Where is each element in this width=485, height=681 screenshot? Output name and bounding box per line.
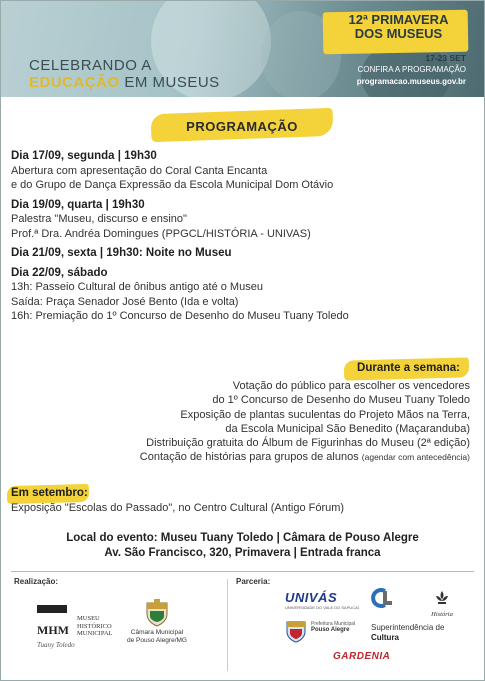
day-heading: Dia 19/09, quarta | 19h30 <box>11 198 145 211</box>
day-line: Palestra "Museu, discurso e ensino" <box>11 213 187 225</box>
day-line: Saída: Praça Senador José Bento (Ida e volta) <box>11 295 239 308</box>
ppgcl-logo <box>371 587 393 614</box>
univas-logo-text: UNIVÁS <box>285 590 338 605</box>
super-line-bold: Cultura <box>371 632 399 642</box>
banner-slogan <box>29 57 220 91</box>
camara-logo <box>123 599 191 645</box>
super-line: Superintendência de <box>371 623 445 632</box>
durante-line: da Escola Municipal São Benedito (Maçaranduba) <box>225 422 470 435</box>
durante-line: Distribuição gratuita do Álbum de Figurinhas do Museu (2ª edição) <box>146 437 470 450</box>
prefeitura-line: Prefeitura Municipal <box>311 621 356 627</box>
day-line: Prof.ª Dra. Andréa Domingues (PPGCL/HISTÓRIA - UNIVAS) <box>11 227 311 240</box>
durante-line: Exposição de plantas suculentas do Projeto Mãos na Terra, <box>180 408 470 421</box>
location-line2: Av. São Francisco, 320, Primavera | Entrada franca <box>104 547 381 559</box>
event-title-line1: 12ª PRIMAVERA <box>348 12 449 27</box>
mhm-text-line: MUSEU <box>77 615 100 622</box>
day-line: 13h: Passeio Cultural de ônibus antigo até o Museu <box>11 281 263 293</box>
univas-logo <box>285 590 359 610</box>
day-line: Abertura com apresentação do Coral Canta Encanta <box>11 164 268 177</box>
superintendencia-logo <box>371 623 444 642</box>
slogan-line1: CELEBRANDO A <box>29 57 152 74</box>
event-title-line2: DOS MUSEUS <box>354 26 443 41</box>
parceria-label: Parceria: <box>236 577 271 586</box>
durante-list <box>10 379 470 465</box>
durante-line-note: (agendar com antecedência) <box>361 452 470 463</box>
univas-logo-subtext: UNIVERSIDADE DO VALE DO SAPUCAÍ <box>285 605 359 610</box>
cl-logo-icon <box>371 587 393 609</box>
gardenia-text: GARDENIA <box>333 651 391 662</box>
schedule-day <box>11 246 476 261</box>
durante-line: Votação do público para escolher os vencedores <box>232 380 470 392</box>
mhm-signature: Tuany Toledo <box>37 641 75 649</box>
footer-divider <box>11 571 474 572</box>
slogan-highlight: EDUCAÇÃO <box>29 74 120 91</box>
slogan-rest: EM MUSEUS <box>119 74 220 91</box>
location-line1: Local do evento: Museu Tuany Toledo | Câmara de Pouso Alegre <box>66 532 419 544</box>
durante-line <box>10 450 470 464</box>
prefeitura-city: Pouso Alegre <box>311 627 350 633</box>
durante-heading: Durante a semana: <box>357 362 460 374</box>
event-location <box>1 531 484 561</box>
day-heading: Dia 22/09, sábado <box>11 266 108 279</box>
schedule-day <box>11 149 476 193</box>
coat-of-arms-icon <box>144 599 170 627</box>
schedule-list <box>11 149 476 329</box>
realizacao-label: Realização: <box>14 577 59 586</box>
mhm-logo-letters: MHM <box>37 623 69 637</box>
mhm-text-line: HISTÓRICO <box>77 622 112 630</box>
city-crest-icon <box>285 619 307 643</box>
prefeitura-logo <box>285 619 356 648</box>
historia-text: História <box>431 611 453 618</box>
slogan-line2 <box>29 74 220 91</box>
mhm-logo <box>37 601 115 651</box>
camara-line: Câmara Municipal <box>130 629 184 636</box>
day-heading: Dia 17/09, segunda | 19h30 <box>11 150 157 162</box>
durante-line-main: Contação de histórias para grupos de alunos <box>139 451 359 464</box>
day-heading: Dia 21/09, sexta | 19h30: Noite no Museu <box>11 247 232 259</box>
day-line: e do Grupo de Dança Expressão da Escola Municipal Dom Otávio <box>11 179 334 191</box>
setembro-text: Exposição "Escolas do Passado", no Centro Cultural (Antigo Fórum) <box>11 502 345 514</box>
camara-text <box>123 629 191 645</box>
programacao-heading: PROGRAMAÇÃO <box>186 119 298 134</box>
durante-line: do 1º Concurso de Desenho do Museu Tuany Toledo <box>212 394 470 407</box>
schedule-day <box>11 198 476 242</box>
event-title <box>331 13 466 41</box>
fleur-icon <box>435 590 449 606</box>
schedule-day <box>11 266 476 324</box>
mhm-logo-text <box>77 615 113 638</box>
day-line: 16h: Premiação do 1º Concurso de Desenho do Museu Tuany Toledo <box>11 310 349 322</box>
confira-text: CONFIRA A PROGRAMAÇÃO <box>357 65 466 74</box>
mhm-text-line: MUNICIPAL <box>77 630 113 637</box>
prefeitura-text <box>311 621 371 633</box>
historia-logo <box>427 590 457 618</box>
footer-vertical-divider <box>227 579 228 671</box>
gardenia-logo <box>333 651 390 662</box>
camara-line: de Pouso Alegre/MG <box>127 637 187 644</box>
event-dates: 17-23 SET <box>425 53 466 63</box>
programacao-url[interactable]: programacao.museus.gov.br <box>356 77 466 86</box>
setembro-heading: Em setembro: <box>11 487 88 499</box>
